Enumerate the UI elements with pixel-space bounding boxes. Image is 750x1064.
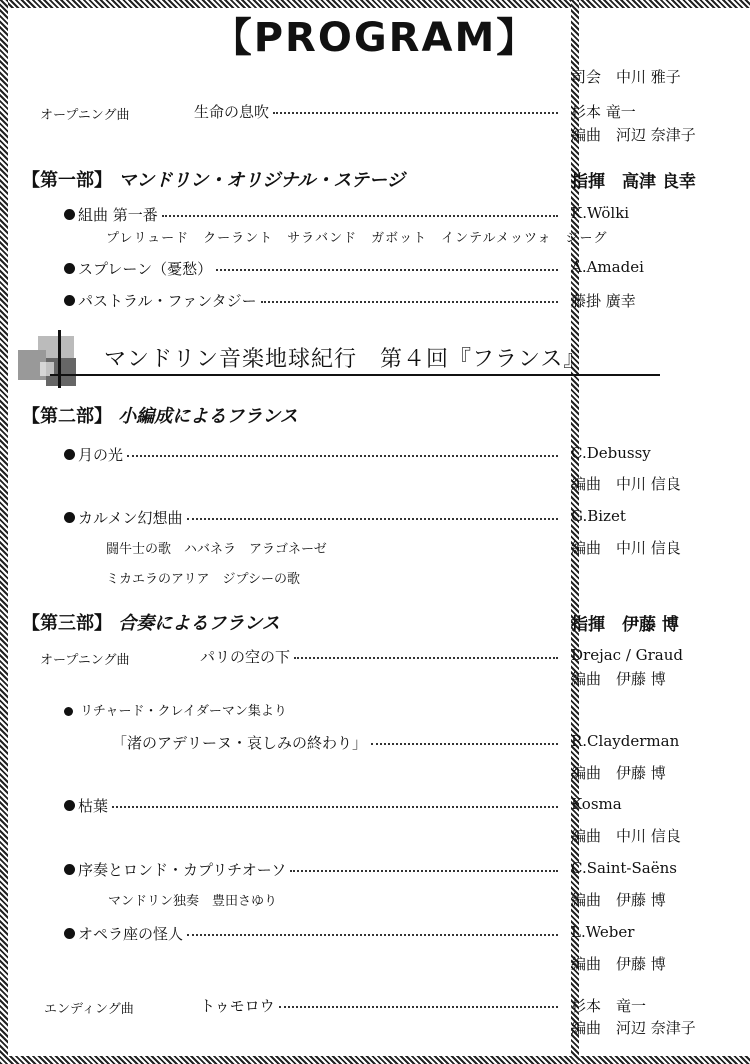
item-arranger: 編曲 伊藤 博 (571, 764, 666, 782)
opening-piece: 生命の息吹 (194, 103, 270, 121)
bullet-icon (64, 707, 73, 716)
bullet-icon (64, 800, 75, 811)
item-name: 「渚のアデリーヌ・哀しみの終わり」 (112, 734, 368, 752)
item-arranger: 編曲 中川 信良 (571, 539, 681, 557)
leader-dots (187, 517, 558, 520)
item-composer: K.Wölki (571, 204, 630, 222)
part2-item-2 (64, 507, 562, 528)
part2-heading-label: 【第二部】 (22, 406, 112, 427)
carmen-movements-2: ミカエラのアリア ジプシーの歌 (106, 572, 300, 587)
part1-heading (22, 166, 405, 192)
leader-dots (290, 869, 558, 872)
bullet-icon (64, 512, 75, 523)
item-composer: L.Weber (571, 923, 635, 941)
suite-movements: プレリュード クーラント サラバンド ガボット インテルメッツォ ジーグ (106, 231, 608, 246)
item-name: カルメン幻想曲 (78, 509, 183, 527)
banner-rule (50, 374, 660, 376)
bullet-icon (64, 928, 75, 939)
item-arranger: 編曲 伊藤 博 (571, 670, 666, 688)
item-name: トゥモロウ (200, 997, 275, 1015)
item-composer: Kosma (571, 795, 622, 813)
item-composer: G.Bizet (571, 507, 626, 525)
part2-item-1 (64, 444, 562, 465)
item-name: 枯葉 (78, 797, 109, 815)
clayderman-item (112, 732, 562, 753)
opening-label: オープニング曲 (40, 108, 130, 123)
item-composer: C.Saint-Saëns (571, 859, 677, 877)
page-title: 【PROGRAM】 (211, 15, 539, 61)
bullet-icon (64, 263, 75, 274)
bullet-icon (64, 449, 75, 460)
bullet-icon (64, 295, 75, 306)
part3-item-3 (64, 923, 562, 944)
banner-decoration-icon (18, 328, 88, 390)
item-composer: Drejac / Graud (571, 646, 684, 664)
item-composer: R.Clayderman (571, 732, 680, 750)
part3-opening-label: オープニング曲 (40, 653, 130, 668)
item-composer: 杉本 竜一 (571, 997, 647, 1015)
ending-label: エンディング曲 (44, 1002, 134, 1017)
item-arranger: 編曲 伊藤 博 (571, 955, 666, 973)
part3-item-2 (64, 859, 562, 880)
item-name: スプレーン（憂愁） (78, 260, 213, 278)
part3-opening-item (200, 646, 562, 667)
carmen-movements-1: 闘牛士の歌 ハバネラ アラゴネーゼ (106, 542, 327, 557)
mc-credit: 司会 中川 雅子 (571, 68, 681, 86)
border-left (0, 0, 8, 1064)
item-name: 序奏とロンド・カプリチオーソ (78, 861, 287, 879)
leader-dots (216, 268, 558, 271)
opening-arranger: 編曲 河辺 奈津子 (571, 126, 696, 144)
leader-dots (294, 656, 558, 659)
leader-dots (279, 1005, 558, 1008)
ending-item (200, 995, 562, 1016)
part1-heading-title: マンドリン・オリジナル・ステージ (118, 170, 405, 191)
item-composer: C.Debussy (571, 444, 651, 462)
part1-item-3 (64, 290, 562, 311)
item-composer: 藤掛 廣幸 (571, 292, 636, 310)
item-name: 組曲 第一番 (78, 206, 158, 224)
part3-heading-title: 合奏によるフランス (118, 613, 280, 634)
part3-conductor: 指揮 伊藤 博 (571, 615, 679, 635)
leader-dots (261, 300, 558, 303)
part1-conductor: 指揮 高津 良幸 (571, 172, 696, 192)
part1-heading-label: 【第一部】 (22, 170, 112, 191)
bullet-icon (64, 209, 75, 220)
border-bottom (0, 1056, 750, 1064)
item-arranger: 編曲 中川 信良 (571, 475, 681, 493)
opening-item (194, 101, 562, 122)
opening-composer: 杉本 竜一 (571, 103, 636, 121)
item-arranger: 編曲 伊藤 博 (571, 891, 666, 909)
leader-dots (127, 454, 558, 457)
bullet-icon (64, 864, 75, 875)
item-arranger: 編曲 中川 信良 (571, 827, 681, 845)
clayderman-intro-text: リチャード・クレイダーマン集より (80, 704, 287, 719)
item-composer: A.Amadei (571, 258, 644, 276)
leader-dots (187, 933, 558, 936)
item-name: 月の光 (78, 446, 124, 464)
part1-item-2 (64, 258, 562, 279)
part3-heading-label: 【第三部】 (22, 613, 112, 634)
item-name: パストラル・ファンタジー (78, 292, 257, 310)
part2-heading-title: 小編成によるフランス (118, 406, 298, 427)
part3-item-1 (64, 795, 562, 816)
leader-dots (273, 111, 558, 114)
banner-title: マンドリン音楽地球紀行 第４回『フランス』 (104, 347, 587, 372)
item-name: パリの空の下 (200, 648, 291, 666)
part1-item-1 (64, 204, 562, 225)
item-arranger: 編曲 河辺 奈津子 (571, 1019, 696, 1037)
clayderman-intro (64, 700, 287, 719)
part3-heading (22, 609, 280, 635)
leader-dots (371, 742, 558, 745)
part2-heading (22, 402, 298, 428)
leader-dots (112, 805, 558, 808)
leader-dots (162, 214, 558, 217)
item-name: オペラ座の怪人 (78, 925, 184, 943)
soloist-credit: マンドリン独奏 豊田さゆり (108, 894, 278, 909)
